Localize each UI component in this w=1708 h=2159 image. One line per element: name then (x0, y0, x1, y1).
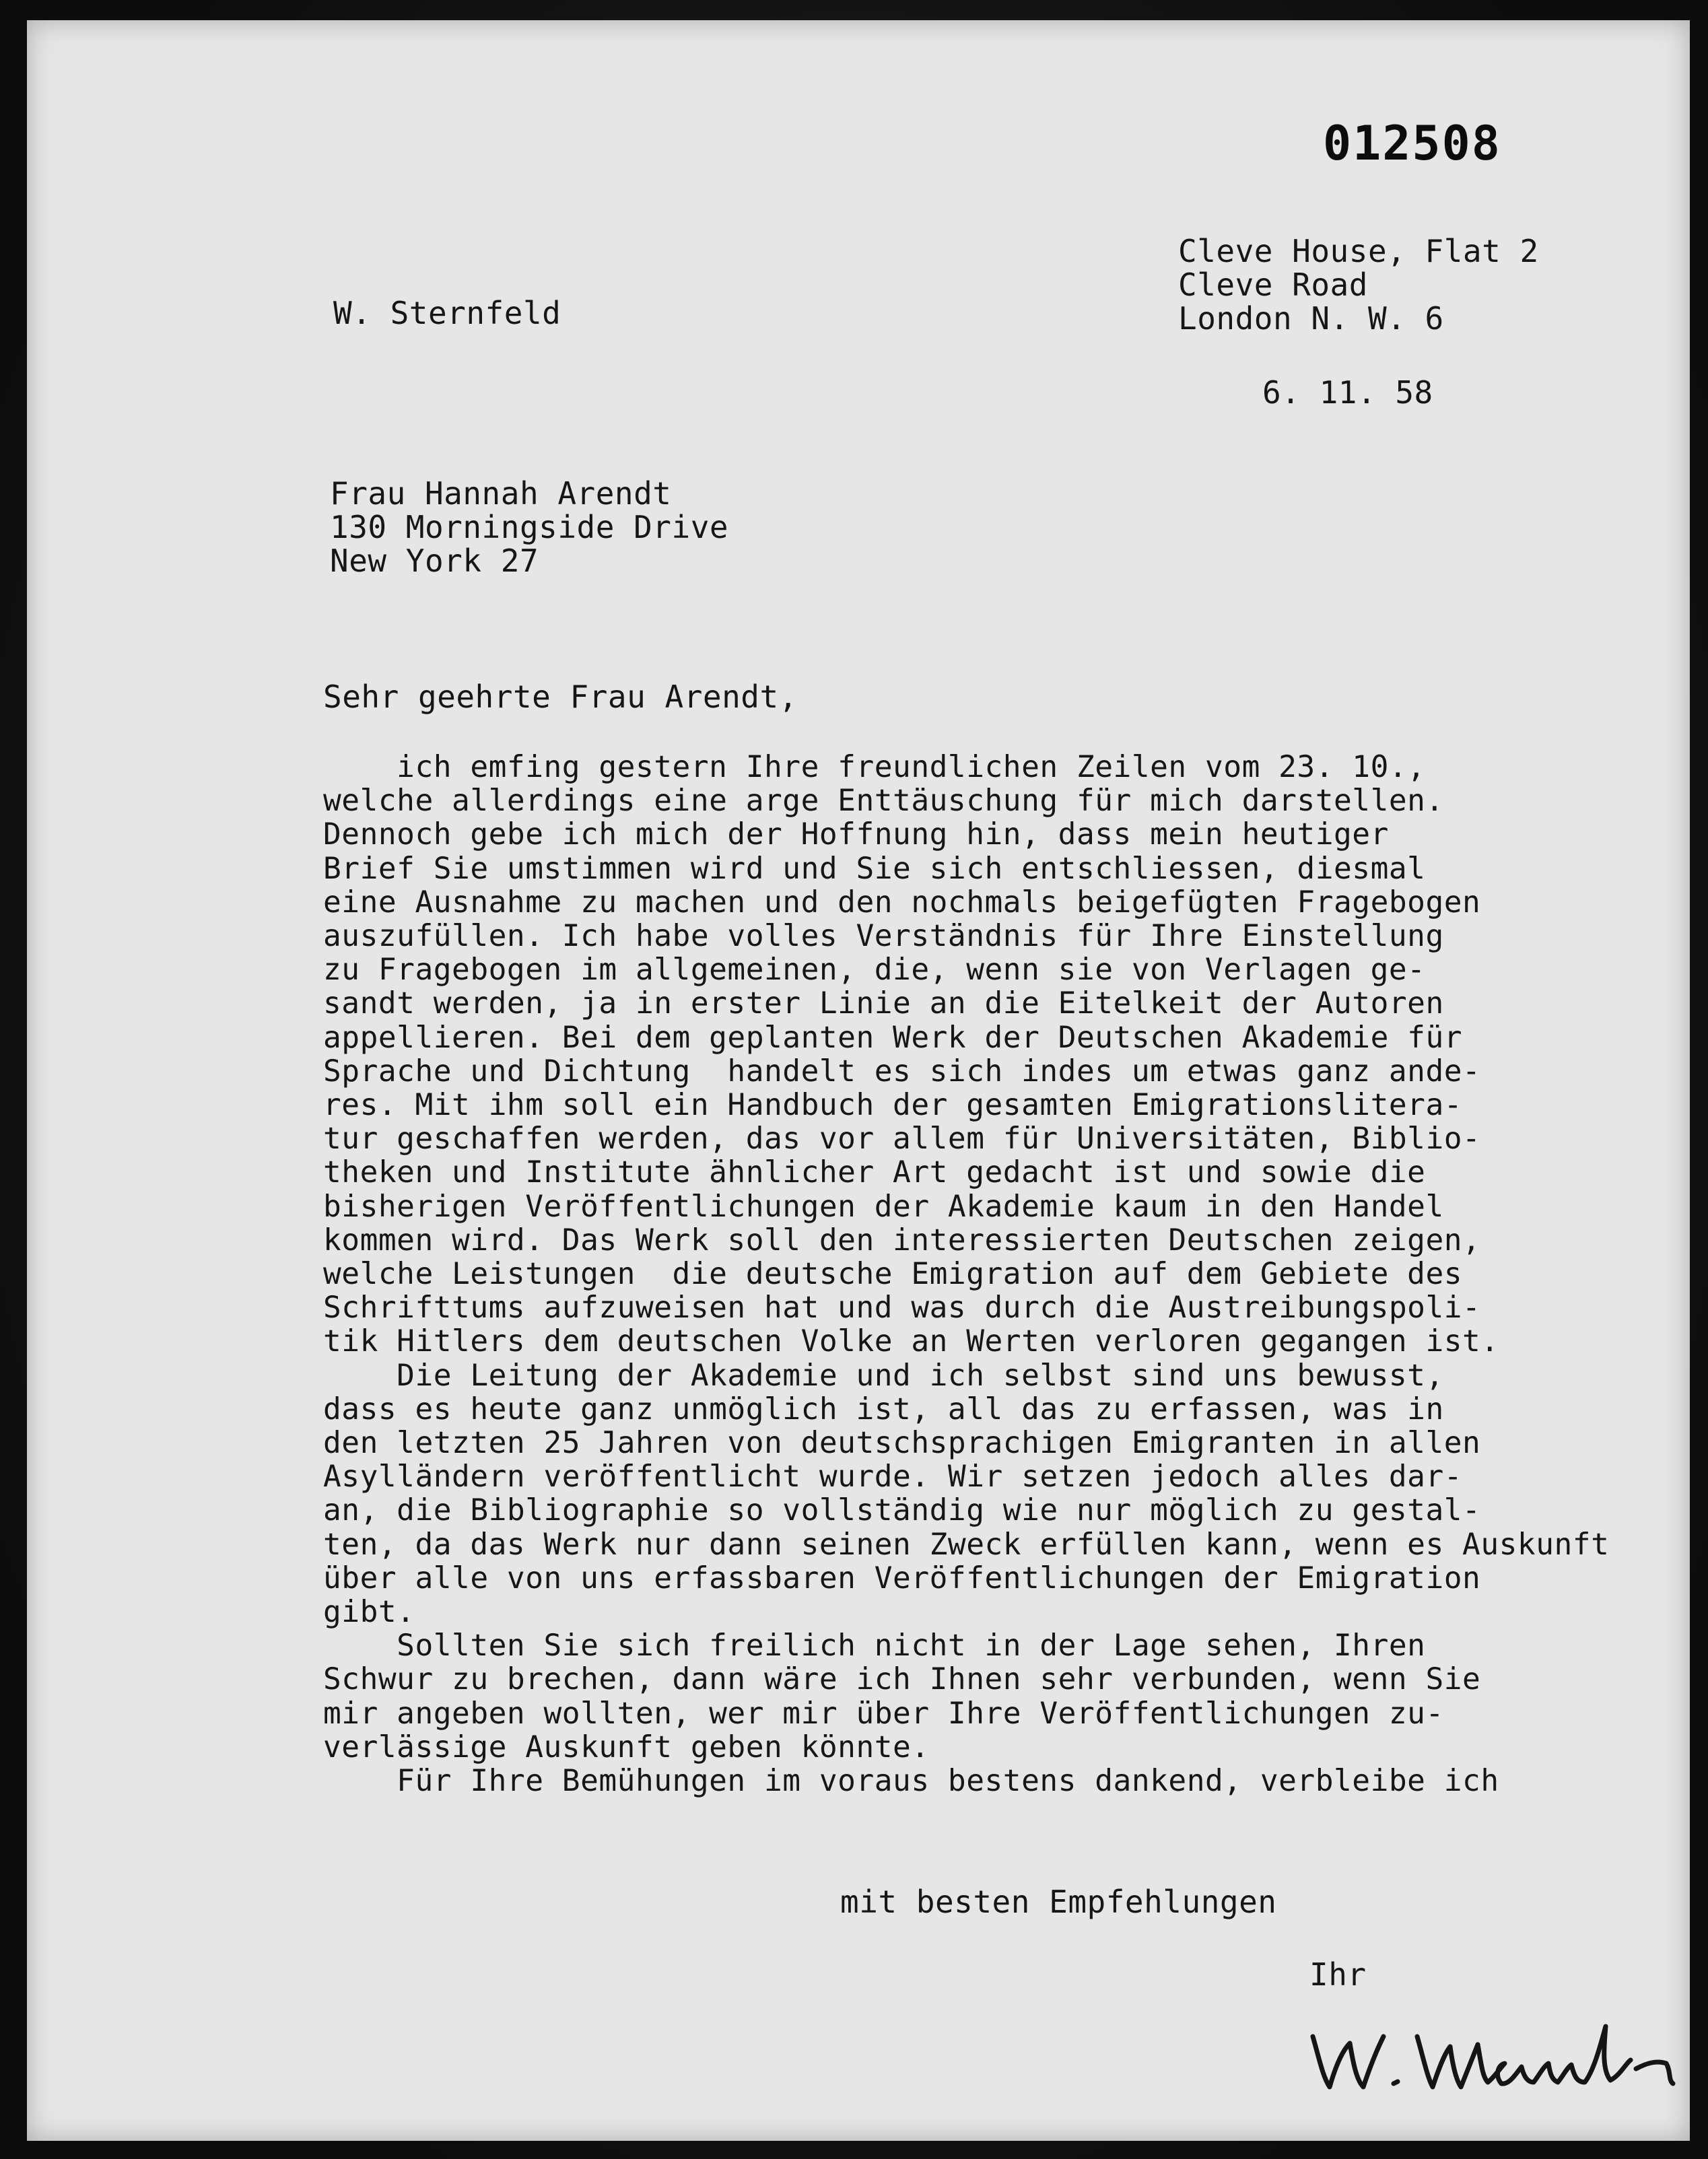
body-line: über alle von uns erfassbaren Veröffentlichungen der Emigration (323, 1561, 1481, 1596)
body-line: sandt werden, ja in erster Linie an die Eitelkeit der Autoren (323, 986, 1444, 1021)
body-line: mir angeben wollten, wer mir über Ihre Veröffentlichungen zu- (323, 1696, 1444, 1731)
recipient-line-1: Frau Hannah Arendt (330, 475, 672, 512)
body-line: gibt. (323, 1595, 415, 1630)
body-line: Dennoch gebe ich mich der Hoffnung hin, dass mein heutiger (323, 817, 1389, 852)
letter-date: 6. 11. 58 (1262, 374, 1433, 411)
handwritten-signature (1299, 1996, 1703, 2117)
sender-name: W. Sternfeld (333, 295, 561, 331)
body-line: den letzten 25 Jahren von deutschsprachigen Emigranten in allen (323, 1426, 1481, 1461)
document-number: 012508 (1323, 116, 1501, 171)
body-line: Schrifttums aufzuweisen hat und was durch die Austreibungspoli- (323, 1291, 1481, 1326)
body-line: dass es heute ganz unmöglich ist, all das zu erfassen, was in (323, 1392, 1444, 1427)
body-line: Sprache und Dichtung handelt es sich indes um etwas ganz ande- (323, 1054, 1481, 1089)
body-line: Asylländern veröffentlicht wurde. Wir setzen jedoch alles dar- (323, 1460, 1463, 1495)
body-line: ich emfing gestern Ihre freundlichen Zeilen vom 23. 10., (323, 750, 1426, 784)
body-line: welche Leistungen die deutsche Emigration auf dem Gebiete des (323, 1257, 1463, 1292)
closing-word: Ihr (1309, 1956, 1367, 1993)
body-line: res. Mit ihm soll ein Handbuch der gesamten Emigrationslitera- (323, 1088, 1463, 1123)
body-line: Schwur zu brechen, dann wäre ich Ihnen sehr verbunden, wenn Sie (323, 1662, 1481, 1697)
body-line: appellieren. Bei dem geplanten Werk der Deutschen Akademie für (323, 1020, 1463, 1055)
sender-address-line-1: Cleve House, Flat 2 (1178, 233, 1539, 269)
sender-address-line-3: London N. W. 6 (1178, 300, 1444, 337)
letter-body (323, 751, 1609, 1798)
letter-page (27, 20, 1690, 2141)
salutation: Sehr geehrte Frau Arendt, (323, 679, 798, 715)
body-line: welche allerdings eine arge Enttäuschung für mich darstellen. (323, 784, 1444, 819)
body-line: verlässige Auskunft geben könnte. (323, 1729, 930, 1764)
body-line: tik Hitlers dem deutschen Volke an Werten verloren gegangen ist. (323, 1324, 1499, 1359)
body-line: zu Fragebogen im allgemeinen, die, wenn sie von Verlagen ge- (323, 953, 1426, 988)
body-line: an, die Bibliographie so vollständig wie nur möglich zu gestal- (323, 1493, 1481, 1528)
body-line: bisherigen Veröffentlichungen der Akademie kaum in den Handel (323, 1189, 1444, 1224)
body-line: Die Leitung der Akademie und ich selbst sind uns bewusst, (323, 1358, 1444, 1393)
sender-address-line-2: Cleve Road (1178, 267, 1368, 303)
body-line: kommen wird. Das Werk soll den interessierten Deutschen zeigen, (323, 1223, 1481, 1258)
body-line: theken und Institute ähnlicher Art gedacht ist und sowie die (323, 1155, 1426, 1190)
body-line: Sollten Sie sich freilich nicht in der Lage sehen, Ihren (323, 1629, 1426, 1664)
body-line: tur geschaffen werden, das vor allem für Universitäten, Biblio- (323, 1122, 1481, 1157)
recipient-line-3: New York 27 (330, 543, 539, 579)
body-line: eine Ausnahme zu machen und den nochmals beigefügten Fragebogen (323, 885, 1481, 920)
body-line: ten, da das Werk nur dann seinen Zweck erfüllen kann, wenn es Auskunft (323, 1527, 1610, 1562)
body-line: auszufüllen. Ich habe volles Verständnis für Ihre Einstellung (323, 919, 1444, 954)
body-line: Brief Sie umstimmen wird und Sie sich entschliessen, diesmal (323, 851, 1426, 886)
recipient-line-2: 130 Morningside Drive (330, 509, 729, 545)
body-line: Für Ihre Bemühungen im voraus bestens dankend, verbleibe ich (323, 1764, 1499, 1799)
closing-phrase: mit besten Empfehlungen (840, 1884, 1277, 1920)
